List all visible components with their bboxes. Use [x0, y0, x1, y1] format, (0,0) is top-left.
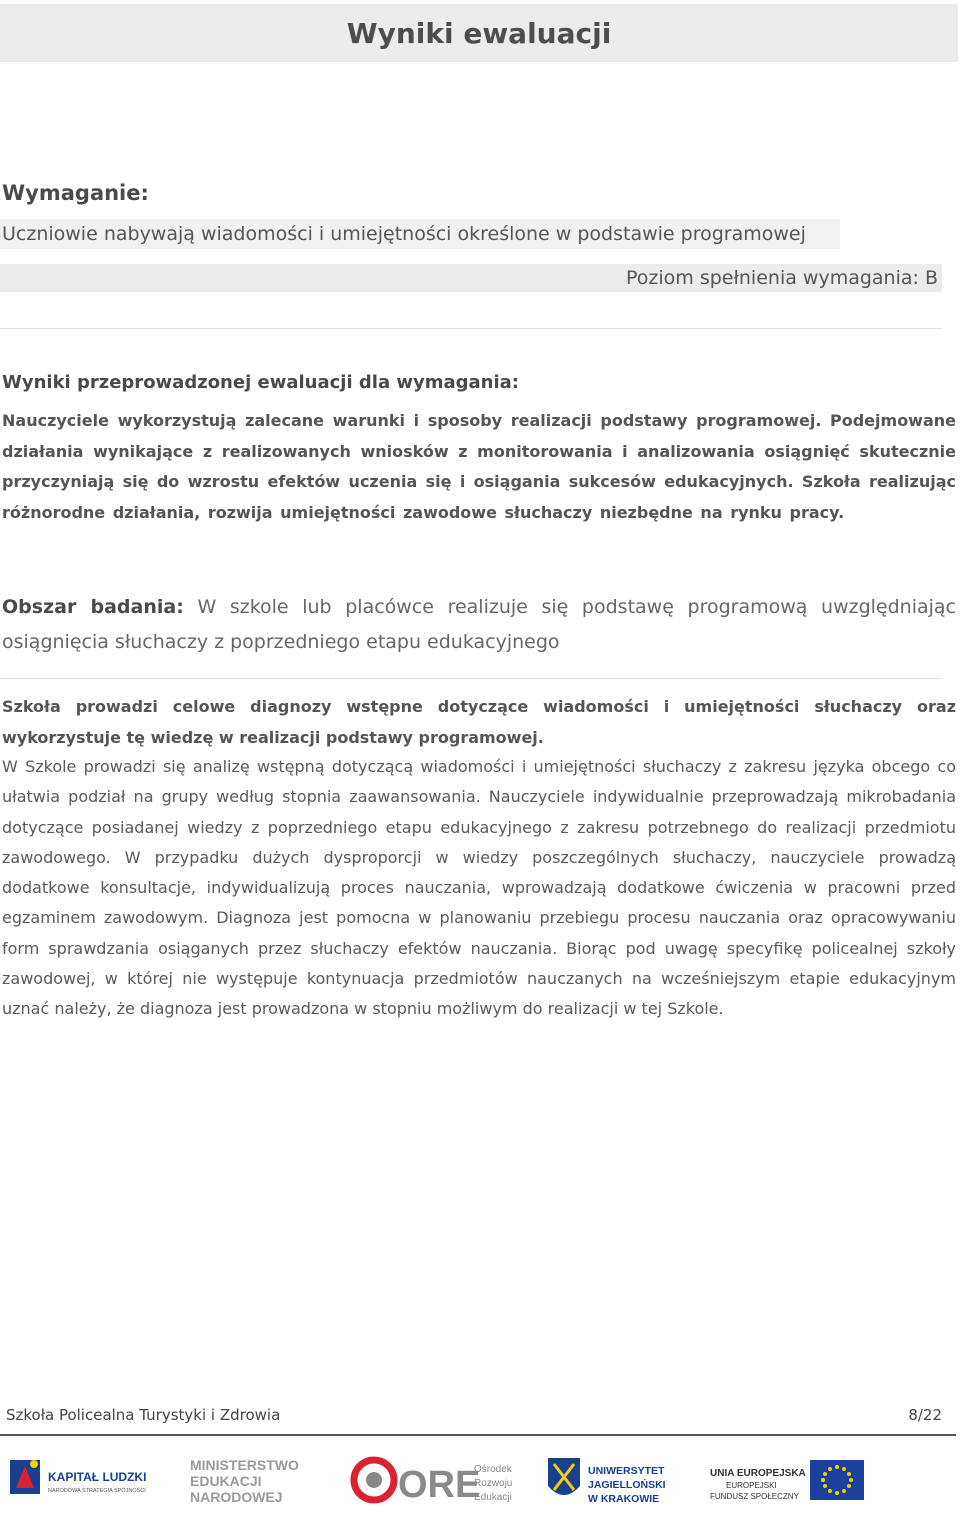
- ore-line3: Edukacji: [474, 1492, 512, 1503]
- footer-divider: [0, 1434, 956, 1436]
- men-line3: NARODOWEJ: [190, 1489, 283, 1505]
- conclusion-text: Szkoła prowadzi celowe diagnozy wstępne dotyczące wiadomości i umiejętności słuchaczy oraz wykorzystuje tę wiedzę w realizacji podstawy programowej.: [2, 697, 956, 747]
- requirement-level: Poziom spełnienia wymagania: B: [0, 264, 942, 292]
- men-logo: [186, 1450, 316, 1510]
- logo-strip: [0, 1440, 960, 1526]
- research-area-text: W szkole lub placówce realizuje się podstawę programową uwzględniając osiągnięcia słuchaczy z poprzedniego etapu edukacyjnego: [2, 596, 957, 653]
- divider: [0, 328, 942, 329]
- uj-line3: W KRAKOWIE: [588, 1493, 660, 1505]
- footer-page-number: 8/22: [908, 1406, 942, 1424]
- ore-line2: Rozwoju: [474, 1478, 513, 1489]
- ore-mark: ORE: [398, 1464, 481, 1506]
- divider: [0, 678, 942, 679]
- uj-line2: JAGIELLOŃSKI: [588, 1479, 666, 1491]
- kapital-ludzki-logo: [8, 1450, 168, 1510]
- title-bar: [0, 4, 958, 62]
- men-line1: MINISTERSTWO: [190, 1457, 299, 1473]
- eu-logo: [706, 1450, 876, 1510]
- requirement-text: Uczniowie nabywają wiadomości i umiejętności określone w podstawie programowej: [0, 219, 840, 249]
- results-text: Nauczyciele wykorzystują zalecane warunki i sposoby realizacji podstawy programowej. Podejmowane działania wynikające z realizowanych wniosków z monitorowania i analizowania osiągnięć skutecznie przyczyniają się do wzrostu efektów uczenia się i osiągania sukcesów edukacyjnych. Szkoła realizując różnorodne działania, rozwija umiejętności zawodowe słuchaczy niezbędne na rynku pracy.: [2, 411, 956, 522]
- description-text: W Szkole prowadzi się analizę wstępną dotyczącą wiadomości i umiejętności słuchaczy z zakresu języka obcego co ułatwia podział na grupy według stopnia zaawansowania. Nauczyciele indywidualnie przeprowadzają mikrobadania dotyczące posiadanej wiedzy z poprzedniego etapu edukacyjnego z zakresu potrzebnego do realizacji przedmiotu zawodowego. W przypadku dużych dysproporcji w wiedzy poszczególnych słuchaczy, nauczyciele prowadzą dodatkowe konsultacje, indywidualizują proces nauczania, wprowadzają dodatkowe ćwiczenia w pracowni przed egzaminem zawodowym. Diagnoza jest pomocna w planowaniu przebiegu procesu nauczania oraz opracowywaniu form sprawdzania osiąganych przez słuchaczy efektów nauczania. Biorąc pod uwagę specyfikę policealnej szkoły zawodowej, w której nie występuje kontynuacja przedmiotów nauczanych na wcześniejszym etapie edukacyjnym uznać należy, że diagnoza jest prowadzona w stopniu możliwym do realizacji w tej Szkole.: [2, 757, 956, 1019]
- ore-logo: [350, 1450, 520, 1510]
- kapital-ludzki-title: KAPITAŁ LUDZKI: [48, 1470, 147, 1484]
- page-title: Wyniki ewaluacji: [346, 16, 612, 50]
- kapital-ludzki-subtitle: NARODOWA STRATEGIA SPÓJNOŚCI: [48, 1488, 146, 1494]
- ore-line1: Ośrodek: [474, 1464, 512, 1475]
- kapital-ludzki-star-icon: [30, 1460, 38, 1468]
- requirement-heading: Wymaganie:: [2, 181, 149, 205]
- eu-line1: UNIA EUROPEJSKA: [710, 1468, 806, 1479]
- footer-school-name: Szkoła Policealna Turystyki i Zdrowia: [6, 1406, 281, 1424]
- research-area: [2, 590, 956, 660]
- men-line2: EDUKACJI: [190, 1473, 262, 1489]
- ore-dot-icon: [366, 1472, 382, 1488]
- research-area-label: Obszar badania:: [2, 596, 184, 618]
- eu-line2: EUROPEJSKI: [726, 1481, 777, 1490]
- eu-line3: FUNDUSZ SPOŁECZNY: [710, 1492, 799, 1501]
- uj-line1: UNIWERSYTET: [588, 1465, 665, 1477]
- results-heading: Wyniki przeprowadzonej ewaluacji dla wymagania:: [2, 372, 519, 393]
- uj-logo: [544, 1450, 684, 1510]
